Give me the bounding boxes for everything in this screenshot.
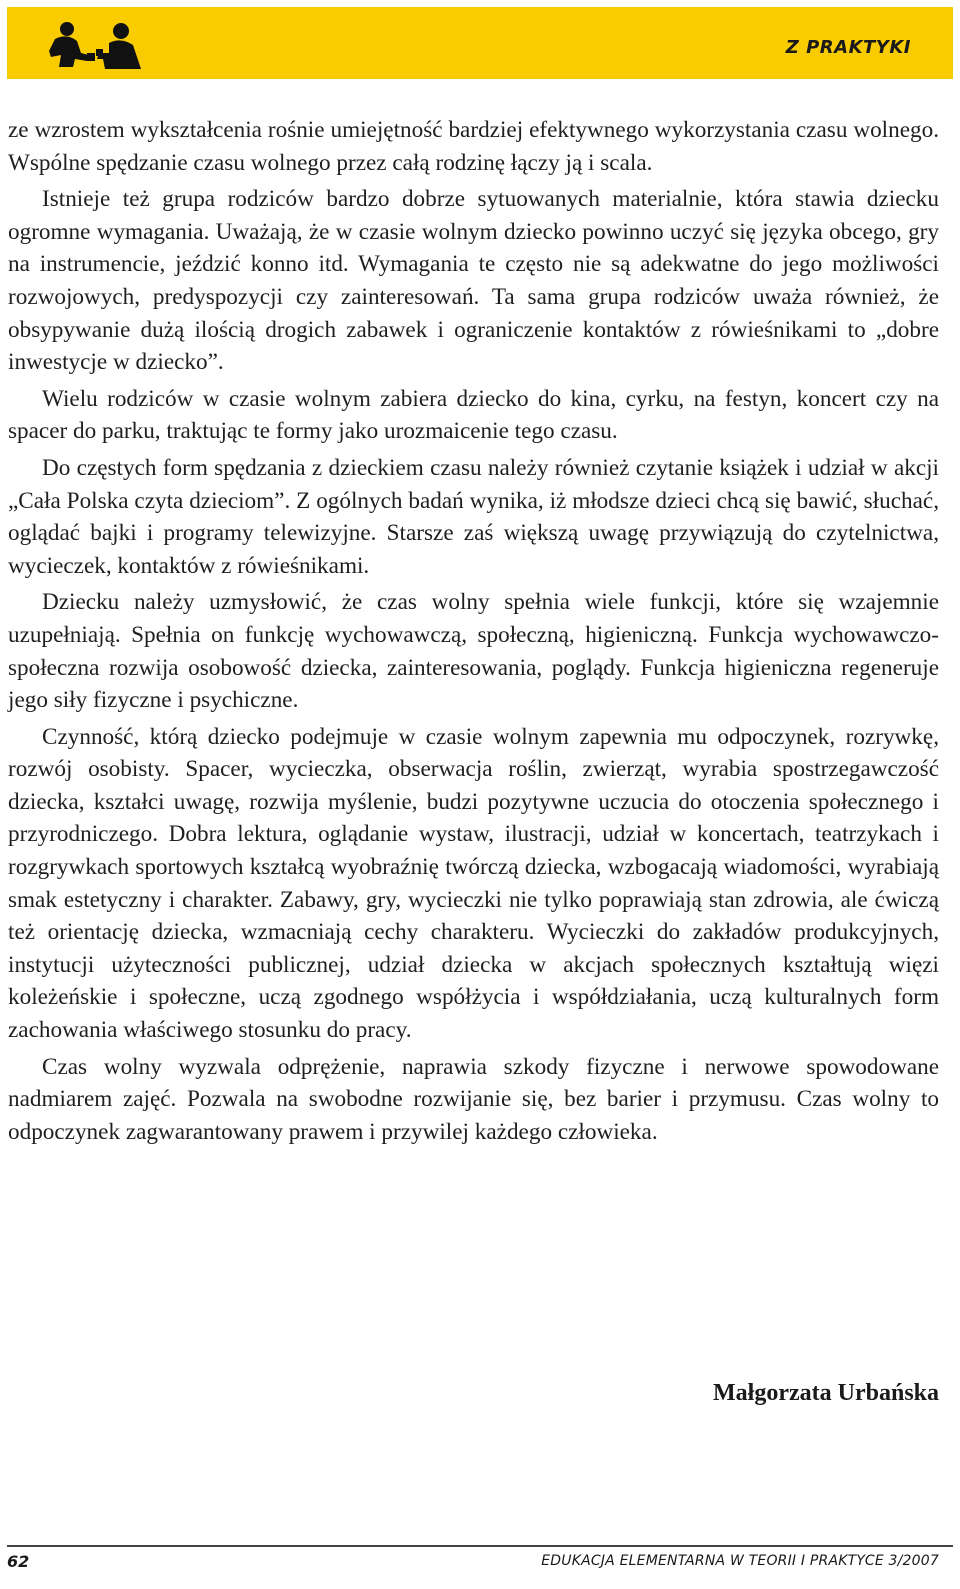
footer-divider [7,1545,953,1547]
children-silhouette-logo-icon [45,19,145,71]
page-header [7,7,953,79]
paragraph: ze wzrostem wykształcenia rośnie umiejętność bardziej efektywnego wykorzystania czasu wolnego. Wspólne spędzanie czasu wolnego przez całą rodzinę łączy ją i scala. [8,117,939,176]
paragraph: Wielu rodziców w czasie wolnym zabiera dziecko do kina, cyrku, na festyn, koncert czy na spacer do parku, traktując te formy jako urozmaicenie tego czasu. [8,385,939,445]
author-signature: Małgorzata Urbańska [713,1380,939,1406]
paragraph: Czas wolny wyzwala odprężenie, naprawia szkody fizyczne i nerwowe spowodowane nadmiarem zajęć. Pozwala na swobodne rozwijanie się, bez barier i przymusu. Czas wolny to odpoczynek zagwarantowany prawem i przywilej każdego człowieka. [8,1053,939,1145]
paragraph: Dziecku należy uzmysłowić, że czas wolny spełnia wiele funkcji, które się wzajemnie uzupełniają. Spełnia on funkcję wychowawczą, społeczną, higieniczną. Funkcja wychowawczo-społeczna rozwija osobowość dziecka, zainteresowania, poglądy. Funkcja higieniczna regeneruje jego siły fizyczne i psychiczne. [8,589,939,714]
paragraph: Czynność, którą dziecko podejmuje w czasie wolnym zapewnia mu odpoczynek, rozrywkę, rozwój osobisty. Spacer, wycieczka, obserwacja roślin, zwierząt, wyrabia spostrzegawczość dziecka, kształci uwagę, rozwija myślenie, budzi pozytywne uczucia do otoczenia społecznego i przyrodniczego. Dobra lektura, oglądanie wystaw, ilustracji, udział w koncertach, teatrzykach i rozgrywkach sportowych kształcą wyobraźnię twórczą dziecka, wzbogacają wiadomości, wyrabiają smak estetyczny i charakter. Zabawy, gry, wycieczki nie tylko poprawiają stan zdrowia, ale ćwiczą też orientację dziecka, wzmacniają cechy charakteru. Wycieczki do zakładów produkcyjnych, instytucji użyteczności publicznej, udział dziecka w akcjach społecznych kształtują więzi koleżeńskie i społeczne, uczą zgodnego współżycia i współdziałania, uczą kulturalnych form zachowania właściwego stosunku do pracy. [8,723,939,1044]
paragraph: Istnieje też grupa rodziców bardzo dobrze sytuowanych materialnie, która stawia dziecku ogromne wymagania. Uważają, że w czasie wolnym dziecko powinno uczyć się języka obcego, gry na instrumencie, jeździć konno itd. Wymagania te często nie są adekwatne do jego możliwości rozwojowych, predyspozycji czy zainteresowań. Ta sama grupa rodziców uważa również, że obsypywanie dużą ilością drogich zabawek i ograniczenie kontaktów z rówieśnikami to „dobre inwestycje w dziecko”. [8,186,939,376]
paragraph: Do częstych form spędzania z dzieckiem czasu należy również czytanie książek i udział w akcji „Cała Polska czyta dzieciom”. Z ogólnych badań wynika, iż młodsze dzieci chcą się bawić, słuchać, oglądać bajki i programy telewizyjne. Starsze zaś większą uwagę przywiązują do czytelnictwa, wycieczek, kontaktów z rówieśnikami. [8,454,939,579]
section-label: Z PRAKTYKI [785,37,911,58]
journal-title: EDUKACJA ELEMENTARNA W TEORII I PRAKTYCE 3/2007 [541,1553,939,1569]
page-number: 62 [7,1552,30,1571]
article-body [8,114,939,1152]
